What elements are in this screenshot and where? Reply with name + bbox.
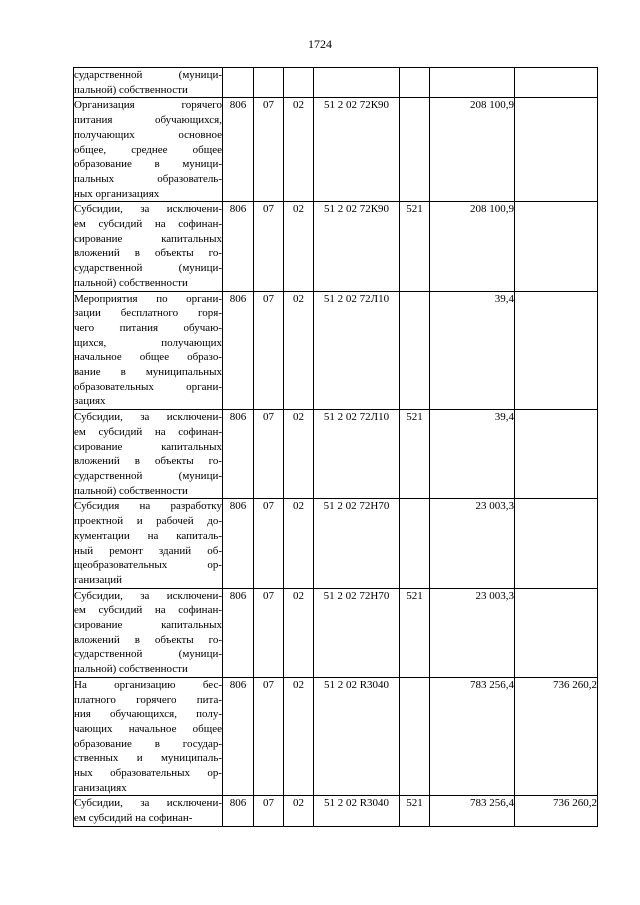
item-name-line: ственных и муниципаль- [74, 752, 222, 765]
budget-table [73, 67, 598, 827]
item-name-cell [74, 677, 223, 796]
ministry-code-cell: 806 [223, 677, 254, 796]
item-name-line: сударственной (муници- [74, 469, 222, 482]
table-row [74, 588, 598, 677]
item-name-line: ем субсидий на софинан- [74, 604, 222, 617]
section-code-cell: 07 [254, 588, 284, 677]
item-name-line: вложений в объекты го- [74, 455, 222, 468]
section-code-cell: 07 [254, 796, 284, 826]
expense-type-cell: 521 [400, 202, 430, 291]
expense-type-cell [400, 499, 430, 588]
item-name-line: чего питания обучаю- [74, 321, 222, 334]
item-name-line: образование в государ- [74, 737, 222, 750]
table-row [74, 796, 598, 826]
item-name-cell [74, 499, 223, 588]
section-code-cell: 07 [254, 202, 284, 291]
item-name-cell [74, 68, 223, 98]
item-name-line: зации бесплатного горя- [74, 307, 222, 320]
item-name-line: пальной) собственности [74, 83, 188, 96]
ministry-code-cell: 806 [223, 202, 254, 291]
item-name-line: питания обучающихся, [74, 114, 222, 127]
expense-type-cell: 521 [400, 588, 430, 677]
target-article-cell: 51 2 02 72Н70 [314, 588, 400, 677]
table-row [74, 68, 598, 98]
item-name-line: Организация горячего [74, 99, 222, 112]
ministry-code-cell: 806 [223, 410, 254, 499]
table-row [74, 291, 598, 410]
item-name-line: образовательных органи- [74, 380, 222, 393]
item-name-line: ный ремонт зданий об- [74, 544, 222, 557]
item-name-line: сирование капитальных [74, 232, 222, 245]
expense-type-cell [400, 291, 430, 410]
table-row [74, 499, 598, 588]
ministry-code-cell: 806 [223, 291, 254, 410]
amount-cell: 783 256,4 [430, 796, 515, 826]
page-number: 1724 [308, 37, 332, 51]
item-name-line: платного горячего пита- [74, 693, 222, 706]
table-row [74, 202, 598, 291]
section-code-cell [254, 68, 284, 98]
expense-type-cell: 521 [400, 796, 430, 826]
target-article-cell: 51 2 02 72Л10 [314, 291, 400, 410]
item-name-line: пальной) собственности [74, 663, 188, 676]
ministry-code-cell: 806 [223, 98, 254, 202]
item-name-line: вложений в объекты го- [74, 633, 222, 646]
item-name-line: щихся, получающих [74, 336, 222, 349]
item-name-line: Мероприятия по органи- [74, 292, 222, 305]
item-name-line: ем субсидий на софинан- [74, 218, 222, 231]
amount-cell: 23 003,3 [430, 588, 515, 677]
subsection-code-cell: 02 [284, 588, 314, 677]
amount-cell: 208 100,9 [430, 98, 515, 202]
section-code-cell: 07 [254, 98, 284, 202]
item-name-cell [74, 291, 223, 410]
item-name-line: ем субсидий на софинан- [74, 812, 193, 825]
item-name-cell [74, 410, 223, 499]
amount-cell: 39,4 [430, 291, 515, 410]
item-name-line: Субсидии, за исключени- [74, 589, 222, 602]
expense-type-cell [400, 98, 430, 202]
section-code-cell: 07 [254, 291, 284, 410]
subsection-code-cell: 02 [284, 98, 314, 202]
target-article-cell: 51 2 02 72К90 [314, 98, 400, 202]
item-name-line: сирование капитальных [74, 440, 222, 453]
federal-amount-cell: 736 260,2 [515, 796, 598, 826]
item-name-line: общее, среднее общее [74, 143, 222, 156]
table-row [74, 98, 598, 202]
ministry-code-cell: 806 [223, 499, 254, 588]
item-name-line: проектной и рабочей до- [74, 515, 222, 528]
target-article-cell: 51 2 02 72К90 [314, 202, 400, 291]
federal-amount-cell: 736 260,2 [515, 677, 598, 796]
item-name-line: зациях [74, 395, 106, 408]
expense-type-cell: 521 [400, 410, 430, 499]
subsection-code-cell: 02 [284, 202, 314, 291]
item-name-line: сирование капитальных [74, 619, 222, 632]
item-name-cell [74, 98, 223, 202]
item-name-cell [74, 588, 223, 677]
table-row [74, 410, 598, 499]
item-name-line: вание в муниципальных [74, 366, 222, 379]
item-name-cell [74, 202, 223, 291]
ministry-code-cell: 806 [223, 588, 254, 677]
subsection-code-cell: 02 [284, 410, 314, 499]
federal-amount-cell [515, 202, 598, 291]
federal-amount-cell [515, 499, 598, 588]
amount-cell: 783 256,4 [430, 677, 515, 796]
item-name-line: Субсидии, за исключени- [74, 203, 222, 216]
item-name-line: сударственной (муници- [74, 648, 222, 661]
item-name-line: ганизаций [74, 573, 123, 586]
amount-cell: 23 003,3 [430, 499, 515, 588]
section-code-cell: 07 [254, 677, 284, 796]
item-name-line: пальной) собственности [74, 484, 188, 497]
item-name-line: ния обучающихся, полу- [74, 708, 222, 721]
section-code-cell: 07 [254, 410, 284, 499]
item-name-line: кументации на капиталь- [74, 529, 222, 542]
subsection-code-cell [284, 68, 314, 98]
item-name-line: Субсидия на разработку [74, 500, 222, 513]
item-name-line: сударственной (муници- [74, 69, 222, 81]
subsection-code-cell: 02 [284, 291, 314, 410]
amount-cell: 39,4 [430, 410, 515, 499]
expense-type-cell [400, 68, 430, 98]
subsection-code-cell: 02 [284, 499, 314, 588]
item-name-line: щеобразовательных ор- [74, 559, 222, 572]
target-article-cell: 51 2 02 R3040 [314, 796, 400, 826]
item-name-line: пальной) собственности [74, 276, 188, 289]
item-name-line: Субсидии, за исключени- [74, 797, 222, 810]
item-name-line: На организацию бес- [74, 678, 222, 691]
table-row [74, 677, 598, 796]
federal-amount-cell [515, 410, 598, 499]
target-article-cell [314, 68, 400, 98]
item-name-line: ганизациях [74, 781, 127, 794]
federal-amount-cell [515, 98, 598, 202]
expense-type-cell [400, 677, 430, 796]
item-name-line: образование в муници- [74, 158, 222, 171]
target-article-cell: 51 2 02 72Л10 [314, 410, 400, 499]
item-name-line: чающих начальное общее [74, 722, 222, 735]
amount-cell [430, 68, 515, 98]
item-name-line: пальных образователь- [74, 172, 222, 185]
amount-cell: 208 100,9 [430, 202, 515, 291]
table-body [74, 68, 598, 827]
item-name-line: вложений в объекты го- [74, 247, 222, 260]
section-code-cell: 07 [254, 499, 284, 588]
item-name-line: сударственной (муници- [74, 262, 222, 275]
ministry-code-cell [223, 68, 254, 98]
item-name-cell [74, 796, 223, 826]
item-name-line: ем субсидий на софинан- [74, 425, 222, 438]
target-article-cell: 51 2 02 72Н70 [314, 499, 400, 588]
federal-amount-cell [515, 68, 598, 98]
item-name-line: получающих основное [74, 128, 222, 141]
federal-amount-cell [515, 291, 598, 410]
federal-amount-cell [515, 588, 598, 677]
item-name-line: Субсидии, за исключени- [74, 411, 222, 424]
target-article-cell: 51 2 02 R3040 [314, 677, 400, 796]
subsection-code-cell: 02 [284, 677, 314, 796]
item-name-line: ных организациях [74, 187, 160, 200]
item-name-line: начальное общее образо- [74, 351, 222, 364]
ministry-code-cell: 806 [223, 796, 254, 826]
subsection-code-cell: 02 [284, 796, 314, 826]
item-name-line: ных образовательных ор- [74, 767, 222, 780]
